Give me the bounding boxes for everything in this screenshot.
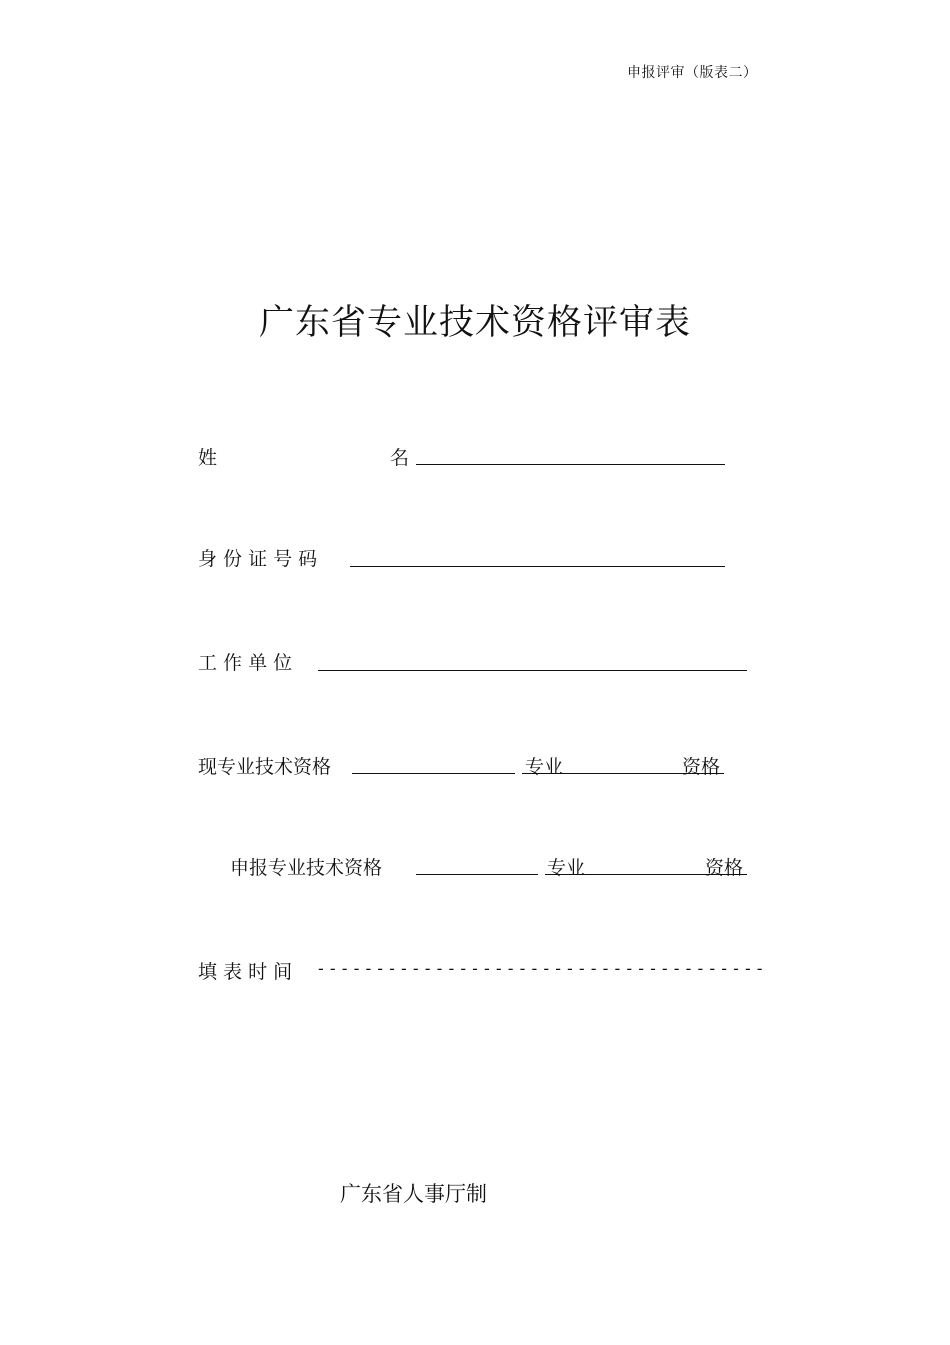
name-label-second-char: 名: [390, 447, 410, 469]
applied-qualification-blank-line[interactable]: [416, 874, 538, 875]
current-qualification-major-word: 专业: [525, 756, 564, 778]
id-number-label: 身 份 证 号 码: [198, 548, 318, 570]
fill-date-label: 填 表 时 间: [198, 961, 293, 983]
current-qualification-label: 现专业技术资格: [198, 756, 332, 778]
work-unit-label: 工 作 单 位: [198, 652, 293, 674]
form-version-note: 申报评审（版表二）: [627, 65, 758, 81]
fill-date-dashed-line[interactable]: - - - - - - - - - - - - - - - - - - - - - - - - - - - - - - - - - - - - - -: [318, 959, 764, 978]
work-unit-input-line[interactable]: [318, 670, 747, 671]
issuer-footer: 广东省人事厅制: [340, 1182, 487, 1206]
id-number-input-line[interactable]: [350, 566, 725, 567]
current-qualification-qualification-word: 资格: [682, 756, 721, 778]
applied-qualification-major-word: 专业: [547, 857, 586, 879]
current-qualification-blank-line[interactable]: [352, 773, 515, 774]
name-label-first-char: 姓: [198, 447, 218, 469]
applied-qualification-qualification-word: 资格: [705, 857, 744, 879]
applied-qualification-label: 申报专业技术资格: [230, 857, 383, 879]
page-title: 广东省专业技术资格评审表: [258, 303, 691, 343]
name-input-line[interactable]: [416, 464, 725, 465]
